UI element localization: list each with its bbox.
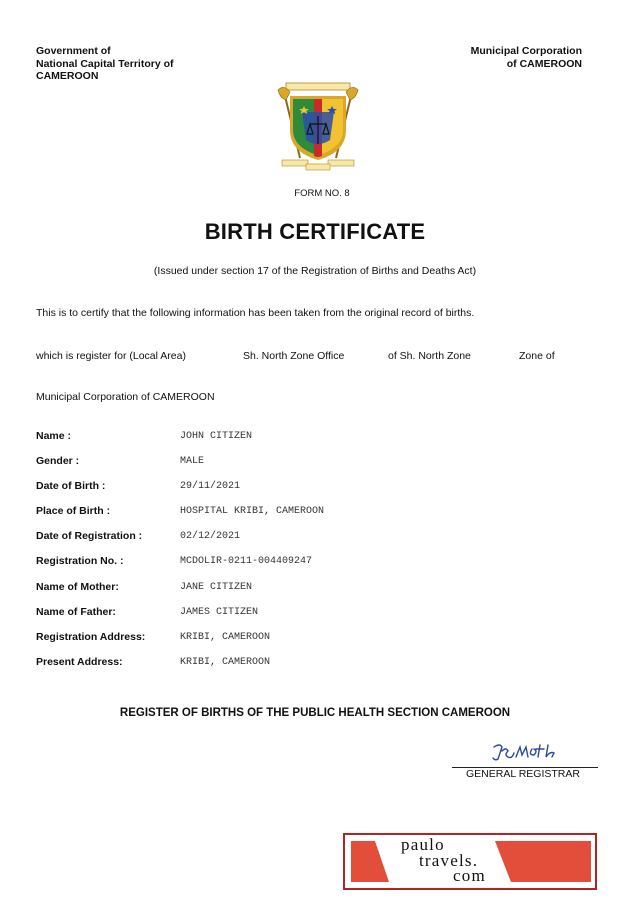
field-row-father — [36, 606, 596, 631]
header-left-line: Government of — [36, 45, 111, 57]
signature-icon — [490, 741, 560, 763]
document-subtitle: (Issued under section 17 of the Registration of Births and Deaths Act) — [153, 265, 477, 277]
local-area-office: Sh. North Zone Office — [243, 350, 345, 362]
field-row-date-of-registration — [36, 530, 596, 555]
local-area-suffix: Zone of — [519, 350, 555, 362]
field-label: Date of Registration : — [36, 530, 143, 543]
field-row-gender — [36, 455, 596, 480]
registrar-title: GENERAL REGISTRAR — [466, 768, 580, 780]
header-left-line: National Capital Territory of — [36, 57, 174, 70]
field-row-registration-no — [36, 555, 596, 580]
field-label: Name of Mother: — [36, 580, 119, 593]
header-left-line: CAMEROON — [36, 70, 99, 82]
field-label: Gender : — [36, 455, 80, 468]
field-label: Registration Address: — [36, 630, 146, 643]
field-row-present-address — [36, 656, 596, 681]
field-label: Registration No. : — [36, 555, 124, 568]
field-row-name — [36, 430, 596, 455]
register-heading: REGISTER OF BIRTHS OF THE PUBLIC HEALTH SECTION CAMEROON — [119, 707, 511, 719]
field-label: Place of Birth : — [36, 505, 111, 518]
municipality-line: Municipal Corporation of CAMEROON — [36, 391, 215, 403]
field-label: Name of Father: — [36, 605, 116, 618]
field-value: JOHN CITIZEN — [180, 431, 253, 442]
field-value: 02/12/2021 — [180, 531, 241, 543]
local-area-line — [36, 350, 616, 364]
local-area-zone: of Sh. North Zone — [388, 350, 471, 362]
field-value: 29/11/2021 — [180, 481, 241, 493]
field-value: MCDOLIR-0211-004409247 — [180, 556, 313, 568]
coat-of-arms-icon — [274, 80, 362, 172]
field-value: MALE — [180, 456, 205, 468]
watermark-line: travels. — [419, 850, 479, 870]
header-right-line: of CAMEROON — [506, 57, 582, 70]
watermark-text — [397, 837, 527, 884]
field-row-date-of-birth — [36, 480, 596, 505]
watermark-line: com — [453, 866, 486, 885]
field-value: KRIBI, CAMEROON — [180, 631, 271, 643]
field-row-place-of-birth — [36, 505, 596, 530]
field-value: JANE CITIZEN — [180, 581, 253, 593]
watermark-line: paulo — [401, 835, 445, 854]
field-value: HOSPITAL KRIBI, CAMEROON — [180, 506, 325, 518]
field-row-mother — [36, 581, 596, 606]
field-label: Name : — [36, 430, 72, 442]
watermark-stamp — [343, 833, 597, 890]
certification-statement: This is to certify that the following information has been taken from the original record of births. — [36, 307, 475, 319]
header-right-line: Municipal Corporation — [470, 45, 582, 57]
header-right — [471, 45, 582, 70]
field-value: JAMES CITIZEN — [180, 606, 259, 618]
field-value: KRIBI, CAMEROON — [180, 656, 271, 668]
field-label: Present Address: — [36, 655, 123, 668]
form-number: FORM NO. 8 — [294, 188, 350, 199]
local-area-prefix: which is register for (Local Area) — [36, 350, 186, 362]
field-row-registration-address — [36, 631, 596, 656]
header-left — [36, 45, 174, 83]
document-title: BIRTH CERTIFICATE — [204, 219, 426, 244]
field-label: Date of Birth : — [36, 480, 106, 493]
certificate-fields — [36, 430, 596, 681]
